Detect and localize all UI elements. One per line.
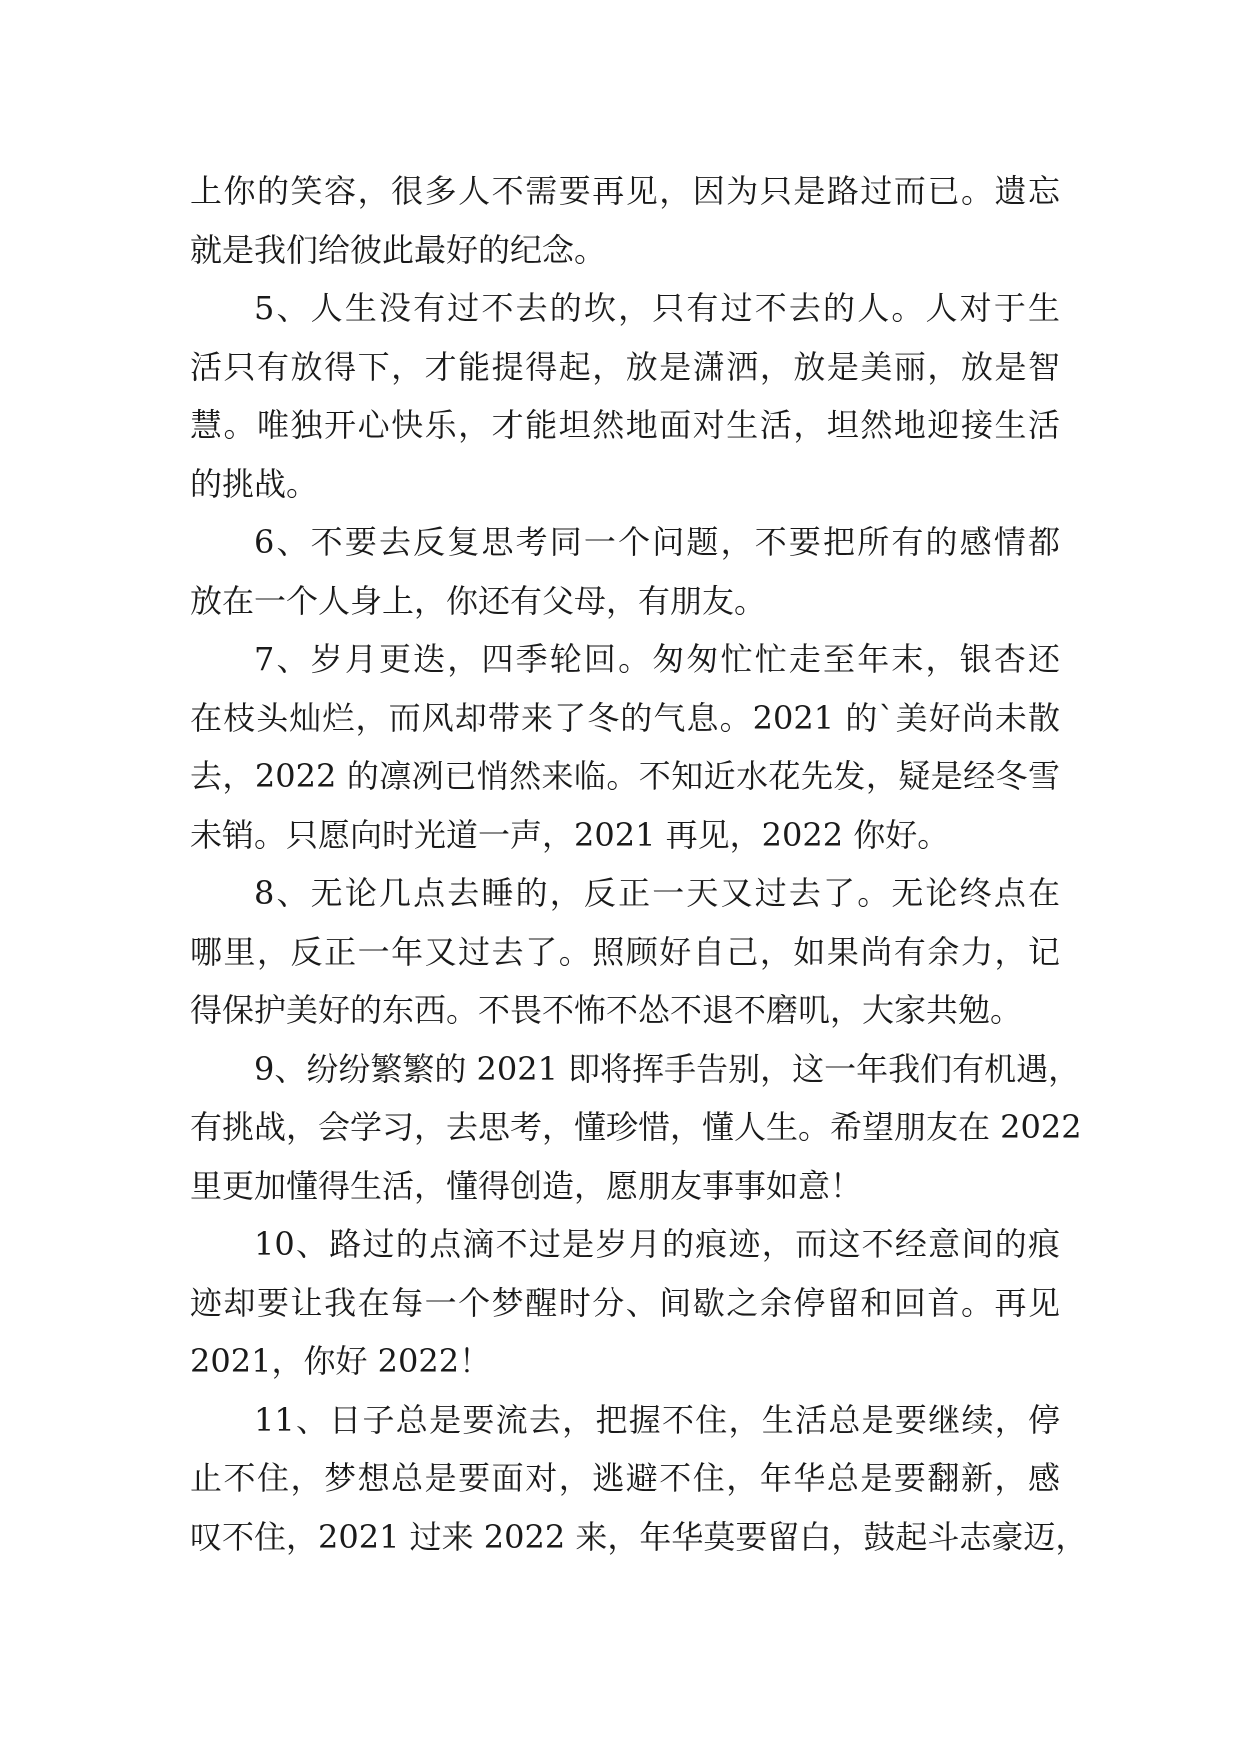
text-line: 慧。唯独开心快乐，才能坦然地面对生活，坦然地迎接生活 [190,406,1060,444]
text-line: 去，2022 的凛冽已悄然来临。不知近水花先发，疑是经冬雪 [190,757,1060,795]
text-line: 未销。只愿向时光道一声，2021 再见，2022 你好。 [190,815,950,854]
text-line: 上你的笑容，很多人不需要再见，因为只是路过而已。遗忘 [190,172,1060,210]
document-body [190,162,1088,1566]
text-line: 得保护美好的东西。不畏不怖不怂不退不磨叽，大家共勉。 [190,991,1023,1029]
text-line: 10、路过的点滴不过是岁月的痕迹，而这不经意间的痕 [254,1225,1060,1263]
text-line: 在枝头灿烂，而风却带来了冬的气息。2021 的`美好尚未散 [190,698,1060,737]
text-line: 哪里，反正一年又过去了。照顾好自己，如果尚有余力，记 [190,932,1060,971]
text-line: 活只有放得下，才能提得起，放是潇洒，放是美丽，放是智 [190,347,1060,386]
text-line: 止不住，梦想总是要面对，逃避不住，年华总是要翻新，感 [190,1459,1060,1497]
text-line: 5、人生没有过不去的坎，只有过不去的人。人对于生 [254,289,1060,327]
text-line: 叹不住，2021 过来 2022 来，年华莫要留白，鼓起斗志豪迈， [190,1517,1088,1556]
text-line: 11、日子总是要流去，把握不住，生活总是要继续，停 [254,1400,1060,1439]
text-line: 2021，你好 2022！ [190,1342,492,1380]
text-line: 8、无论几点去睡的，反正一天又过去了。无论终点在 [254,874,1060,912]
text-line: 9、纷纷繁繁的 2021 即将挥手告别，这一年我们有机遇， [254,1049,1081,1088]
text-line: 放在一个人身上，你还有父母，有朋友。 [190,581,767,620]
text-line: 7、岁月更迭，四季轮回。匆匆忙忙走至年末，银杏还 [254,640,1060,678]
text-line: 里更加懂得生活，懂得创造，愿朋友事事如意！ [190,1166,863,1205]
text-line: 6、不要去反复思考同一个问题，不要把所有的感情都 [254,523,1060,561]
text-line: 的挑战。 [190,464,319,503]
text-line: 迹却要让我在每一个梦醒时分、间歇之余停留和回首。再见 [190,1283,1060,1322]
text-line: 有挑战，会学习，去思考，懂珍惜，懂人生。希望朋友在 2022 [190,1108,1082,1146]
text-line: 就是我们给彼此最好的纪念。 [190,230,607,269]
